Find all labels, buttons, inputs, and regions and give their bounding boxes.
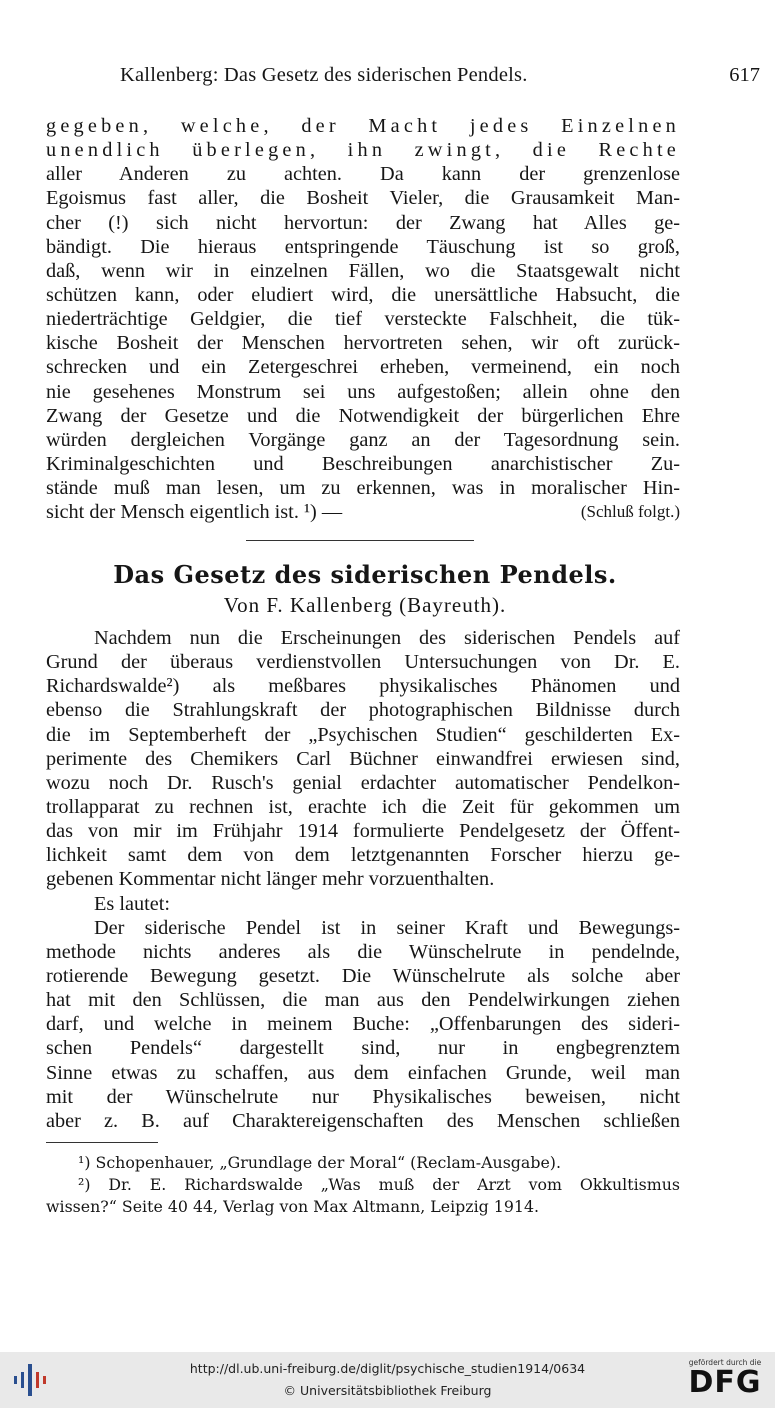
page-url-link[interactable]: http://dl.ub.uni-freiburg.de/diglit/psychische_studien1914/0634 bbox=[189, 1361, 586, 1376]
article-title: Das Gesetz des siderischen Pendels. bbox=[113, 560, 617, 589]
last-line-text: sicht der Mensch eigentlich ist. ¹) — bbox=[46, 501, 343, 524]
page-number: 617 bbox=[729, 64, 760, 86]
text-line: perimente des Chemikers Carl Büchner einwandfrei erwiesen sind, bbox=[46, 747, 680, 770]
running-head-title: Kallenberg: Das Gesetz des siderischen Pendels. bbox=[120, 64, 528, 86]
text-line: gegeben, welche, der Macht jedes Einzelnen bbox=[46, 115, 680, 137]
text-line: Der siderische Pendel ist in seiner Kraft und Bewegungs- bbox=[94, 916, 680, 939]
text-line: Richardswalde²) als meßbares physikalisches Phänomen und bbox=[46, 675, 680, 698]
text-line: Zwang der Gesetze und die Notwendigkeit der bürgerlichen Ehre bbox=[46, 404, 680, 427]
text-line: schrecken und ein Zetergeschrei erheben, vermeinend, ein noch bbox=[46, 356, 680, 379]
text-line: unendlich überlegen, ihn zwingt, die Rechte bbox=[46, 139, 680, 162]
text-line: die im Septemberheft der „Psychischen Studien“ geschilderten Ex- bbox=[46, 723, 680, 746]
text-line: cher (!) sich nicht hervortun: der Zwang hat Alles ge- bbox=[46, 211, 680, 234]
text-line: schützen kann, oder eludiert wird, die unersättliche Habsucht, die bbox=[46, 283, 680, 306]
text-line: rotierende Bewegung gesetzt. Die Wünschelrute als solche aber bbox=[46, 964, 680, 987]
running-head bbox=[120, 64, 760, 87]
text-line: stände muß man lesen, um zu erkennen, was in moralischer Hin- bbox=[46, 477, 680, 500]
prev-article-text bbox=[46, 114, 680, 524]
section-divider bbox=[246, 540, 474, 541]
text-line: hat mit den Schlüssen, die man aus den Pendelwirkungen ziehen bbox=[46, 989, 680, 1012]
article-byline: Von F. Kallenberg (Bayreuth). bbox=[223, 593, 507, 617]
footnote-2-cont: wissen?“ Seite 40 44, Verlag von Max Altmann, Leipzig 1914. bbox=[46, 1197, 540, 1216]
sponsor-caption: gefördert durch die bbox=[688, 1358, 762, 1367]
footnote-divider bbox=[46, 1142, 158, 1143]
text-line: aber z. B. auf Charaktereigenschaften des Menschen schließen bbox=[46, 1109, 680, 1132]
text-line: Sinne etwas zu schaffen, aus dem einfachen Grunde, weil man bbox=[46, 1061, 680, 1084]
text-line: Nachdem nun die Erscheinungen des siderischen Pendels auf bbox=[94, 627, 680, 649]
text-line: methode nichts anderes als die Wünschelrute in pendelnde, bbox=[46, 940, 680, 963]
text-line: lichkeit samt dem von dem letztgenannten Forscher hierzu ge- bbox=[46, 844, 680, 867]
text-line: trollapparat zu rechnen ist, erachte ich die Zeit für gekommen um bbox=[46, 795, 680, 818]
text-line: mit der Wünschelrute nur Physikalisches beweisen, nicht bbox=[46, 1085, 680, 1108]
text-line: wozu noch Dr. Rusch's genial erdachter automatischer Pendelkon- bbox=[46, 771, 680, 794]
text-line: nie gesehenes Monstrum sei uns aufgestoßen; allein ohne den bbox=[46, 380, 680, 403]
text-line: Kriminalgeschichten und Beschreibungen anarchistischer Zu- bbox=[46, 452, 680, 475]
text-line: ebenso die Strahlungskraft der photographischen Bildnisse durch bbox=[46, 699, 680, 722]
text-line: Egoismus fast aller, die Bosheit Vieler, die Grausamkeit Man- bbox=[46, 187, 680, 210]
text-line: schen Pendels“ dargestellt sind, nur in engbegrenztem bbox=[46, 1037, 680, 1060]
text-line: das von mir im Frühjahr 1914 formulierte Pendelgesetz der Öffent- bbox=[46, 820, 680, 843]
text-line: würden dergleichen Vorgänge ganz an der Tagesordnung sein. bbox=[46, 428, 680, 451]
text-line-last bbox=[46, 500, 680, 524]
dfg-sponsor-logo[interactable] bbox=[683, 1358, 767, 1404]
footnote-2: ²) Dr. E. Richardswalde „Was muß der Arzt vom Okkultismus bbox=[78, 1175, 680, 1194]
viewer-footer bbox=[0, 1352, 775, 1408]
text-line: kische Bosheit der Menschen hervortreten sehen, wir oft zurück- bbox=[46, 332, 680, 355]
text-line: daß, wenn wir in einzelnen Fällen, wo die Staatsgewalt nicht bbox=[46, 259, 680, 282]
copyright-text: © Universitätsbibliothek Freiburg bbox=[283, 1383, 492, 1398]
dfg-logo-text: DFG bbox=[688, 1365, 762, 1400]
text-line: bändigt. Die hieraus entspringende Täuschung ist so groß, bbox=[46, 235, 680, 258]
text-line: gebenen Kommentar nicht länger mehr vorzuenthalten. bbox=[46, 868, 495, 891]
article-text bbox=[46, 626, 680, 1133]
text-line: Grund der überaus verdienstvollen Untersuchungen von Dr. E. bbox=[46, 651, 680, 674]
text-line: darf, und welche in meinem Buche: „Offenbarungen des sideri- bbox=[46, 1013, 680, 1036]
continued-note: (Schluß folgt.) bbox=[580, 502, 680, 522]
footnotes bbox=[46, 1152, 680, 1218]
text-line: Es lautet: bbox=[94, 892, 171, 915]
text-line: niederträchtige Geldgier, die tief versteckte Falschheit, die tük- bbox=[46, 308, 680, 331]
text-line: aller Anderen zu achten. Da kann der grenzenlose bbox=[46, 163, 680, 186]
footnote-1: ¹) Schopenhauer, „Grundlage der Moral“ (Reclam-Ausgabe). bbox=[78, 1153, 561, 1172]
